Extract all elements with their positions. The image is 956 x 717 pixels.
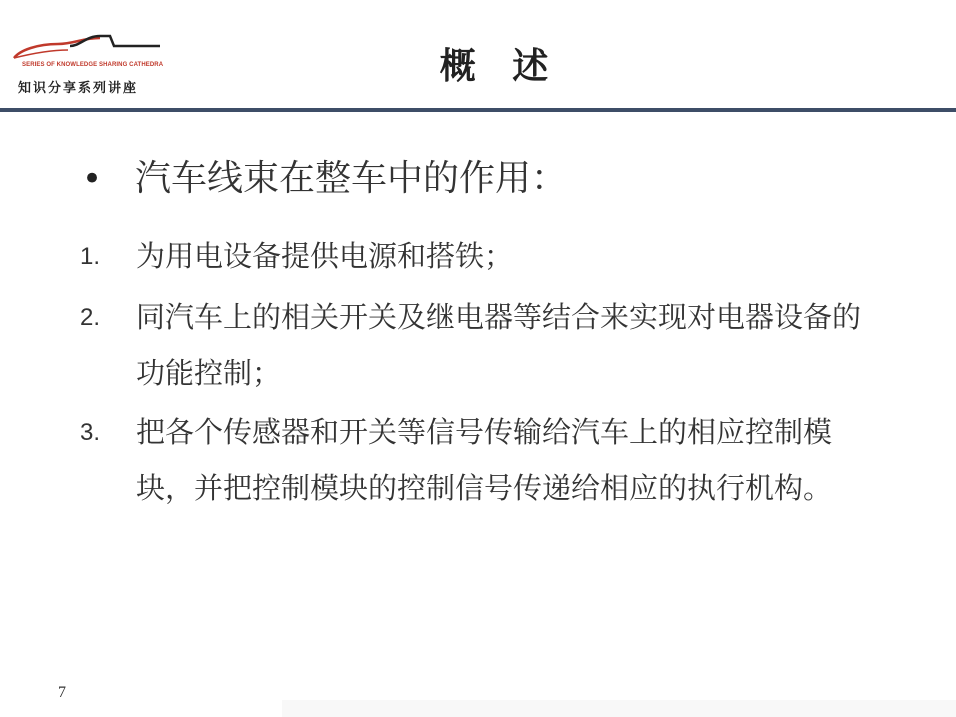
logo-tagline: SERIES OF KNOWLEDGE SHARING CATHEDRA [22,62,164,68]
bullet-dot-icon: • [82,159,103,199]
list-item-number: 1. [80,243,101,270]
bullet-heading [76,150,896,208]
list-item [76,289,896,401]
bullet-heading-text: 汽车线束在整车中的作用： [135,158,568,199]
footer-strip [282,700,956,717]
slide-content [76,150,896,519]
list-item-number: 3. [80,419,101,446]
list-item-number: 2. [80,304,101,331]
list-item-text: 为用电设备提供电源和搭铁； [136,239,514,273]
list-item-text: 把各个传感器和开关等信号传输给汽车上的相应控制模块，并把控制模块的控制信号传递给相应的执行机构。 [136,415,833,505]
list-item [76,228,896,286]
logo-chinese-name: 知识分享系列讲座 [18,81,139,96]
header-divider [0,108,956,112]
list-item-text: 同汽车上的相关开关及继电器等结合来实现对电器设备的功能控制； [136,300,862,390]
page-number: 7 [58,684,66,701]
list-item [76,404,896,516]
slide-title: 概 述 [439,46,561,87]
